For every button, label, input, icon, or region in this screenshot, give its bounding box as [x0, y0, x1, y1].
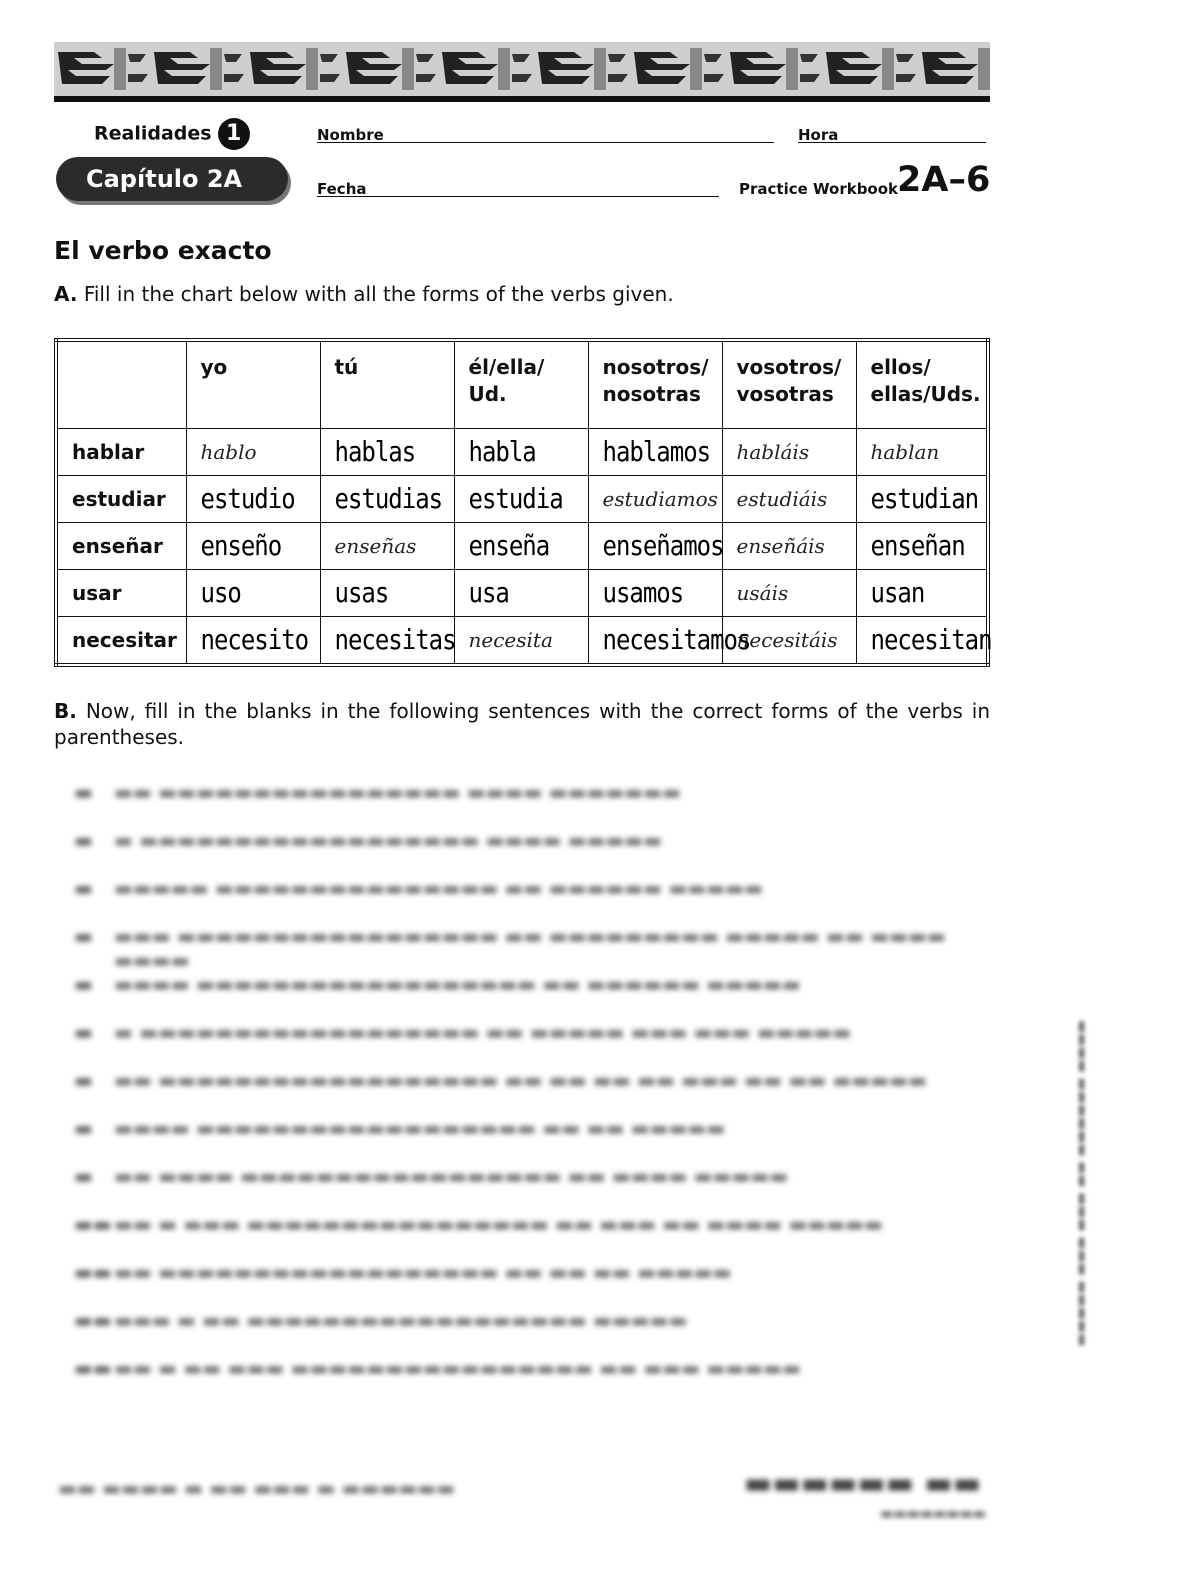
handwritten-answer: hablamos: [602, 435, 711, 469]
answer-cell[interactable]: [588, 429, 722, 476]
answer-cell[interactable]: [454, 429, 588, 476]
printed-form: hablan: [870, 440, 940, 464]
printed-form: habláis: [736, 440, 810, 464]
handwritten-answer: enseñamos: [602, 529, 724, 563]
chart-row: [56, 570, 988, 617]
handwritten-answer: usas: [334, 576, 389, 610]
part-a-instruction: [54, 282, 674, 306]
answer-cell[interactable]: [856, 523, 988, 570]
blurred-copyright: ▬▬▬▬ ▬▬▬▬▬▬ ▬▬ ▬▬▬ ▬▬▬ ▬▬▬▬▬: [1074, 1020, 1090, 1347]
chart-row: [56, 429, 988, 476]
blurred-line: ▬▬ ▬▬ ▬ ▬▬ ▬▬▬ ▬▬▬▬▬▬▬▬▬▬▬▬▬▬▬▬ ▬▬ ▬▬▬ ▬▬▬▬▬: [74, 1356, 801, 1380]
printed-form-cell: [722, 476, 856, 523]
handwritten-answer: uso: [200, 576, 241, 610]
printed-form-cell: [722, 570, 856, 617]
header-cell: vosotros/ vosotras: [722, 340, 856, 429]
date-label: Fecha: [317, 180, 367, 198]
blurred-line: ▬▬ ▬▬▬ ▬ ▬▬ ▬▬▬▬▬▬▬▬▬▬▬▬▬▬▬▬▬▬ ▬▬▬▬▬: [74, 1308, 688, 1332]
answer-cell[interactable]: [320, 429, 454, 476]
handwritten-answer: enseño: [200, 529, 282, 563]
part-b-instruction: [54, 698, 990, 750]
name-line[interactable]: [317, 142, 774, 143]
printed-form: hablo: [200, 440, 257, 464]
handwritten-answer: enseña: [468, 529, 550, 563]
page-title: El verbo exacto: [54, 236, 272, 265]
handwritten-answer: necesitamos: [602, 623, 751, 657]
part-b-text: Now, fill in the blanks in the following sentences with the correct forms of the verbs in parentheses.: [54, 699, 991, 749]
chart-row: [56, 523, 988, 570]
banner-pattern: [54, 42, 990, 96]
verb-label: enseñar: [56, 523, 186, 570]
handwritten-answer: estudian: [870, 482, 979, 516]
verb-label: usar: [56, 570, 186, 617]
answer-cell[interactable]: [856, 570, 988, 617]
conjugation-chart: [54, 338, 990, 667]
answer-cell[interactable]: [856, 476, 988, 523]
printed-form-cell: [588, 476, 722, 523]
handwritten-answer: necesito: [200, 623, 309, 657]
printed-form: usáis: [736, 581, 789, 605]
level-badge: 1: [218, 118, 250, 150]
answer-cell[interactable]: [320, 476, 454, 523]
printed-form-cell: [320, 523, 454, 570]
answer-cell[interactable]: [454, 570, 588, 617]
answer-cell[interactable]: [186, 523, 320, 570]
answer-cell[interactable]: [186, 476, 320, 523]
printed-form: enseñas: [334, 534, 417, 558]
answer-cell[interactable]: [320, 570, 454, 617]
handwritten-answer: necesitas: [334, 623, 456, 657]
printed-form: necesitáis: [736, 628, 838, 652]
answer-cell[interactable]: [856, 617, 992, 666]
handwritten-answer: estudia: [468, 482, 563, 516]
printed-form: estudiáis: [736, 487, 828, 511]
header-cell: él/ella/ Ud.: [454, 340, 588, 429]
header-cell: ellos/ ellas/Uds.: [856, 340, 988, 429]
blurred-line: ▬▬ ▬▬ ▬ ▬▬▬ ▬▬▬▬▬▬▬▬▬▬▬▬▬▬▬▬ ▬▬ ▬▬▬ ▬▬ ▬▬▬▬ ▬▬▬▬▬: [74, 1212, 883, 1236]
answer-cell[interactable]: [454, 476, 588, 523]
answer-cell[interactable]: [588, 617, 751, 666]
blurred-line: ▬ ▬▬ ▬▬▬▬▬▬▬▬▬▬▬▬▬▬▬▬ ▬▬▬▬ ▬▬▬▬▬▬▬: [74, 780, 682, 804]
handwritten-answer: necesitan: [870, 623, 992, 657]
blurred-line: ▬ ▬▬▬ ▬▬▬▬▬▬▬▬▬▬▬▬▬▬▬▬▬ ▬▬ ▬▬▬▬▬▬▬▬▬ ▬▬▬▬▬ ▬▬ ▬▬▬▬ ▬▬▬▬: [74, 924, 946, 972]
answer-cell[interactable]: [588, 570, 722, 617]
printed-form-cell: [186, 429, 320, 476]
chart-row: [56, 476, 988, 523]
verb-label: necesitar: [56, 617, 186, 666]
answer-cell[interactable]: [186, 570, 320, 617]
part-a-letter: A.: [54, 282, 78, 306]
blurred-footer-logo: ▬▬▬▬▬▬ ▬▬ ▬▬▬▬▬▬▬▬: [744, 1466, 986, 1522]
blurred-line: ▬ ▬▬▬▬▬ ▬▬▬▬▬▬▬▬▬▬▬▬▬▬▬ ▬▬ ▬▬▬▬▬▬ ▬▬▬▬▬: [74, 876, 764, 900]
page-code: 2A–6: [897, 160, 991, 200]
workbook-label: Practice Workbook: [739, 180, 899, 198]
blurred-line: ▬ ▬▬ ▬▬▬▬ ▬▬▬▬▬▬▬▬▬▬▬▬▬▬▬▬▬ ▬▬ ▬▬▬▬ ▬▬▬▬▬: [74, 1164, 789, 1188]
chart-row: [56, 617, 988, 666]
printed-form-cell: [722, 523, 856, 570]
header-cell: tú: [320, 340, 454, 429]
blurred-exercise-list: [54, 762, 994, 1386]
blurred-footer-text: ▬▬ ▬▬▬▬ ▬ ▬▬ ▬▬▬ ▬ ▬▬▬▬▬▬: [58, 1476, 456, 1500]
handwritten-answer: estudio: [200, 482, 295, 516]
printed-form: enseñáis: [736, 534, 825, 558]
printed-form-cell: [722, 429, 856, 476]
printed-form: estudiamos: [602, 487, 718, 511]
blurred-line: ▬ ▬ ▬▬▬▬▬▬▬▬▬▬▬▬▬▬▬▬▬▬ ▬▬▬▬ ▬▬▬▬▬: [74, 828, 663, 852]
handwritten-answer: habla: [468, 435, 536, 469]
blurred-line: ▬ ▬▬▬▬ ▬▬▬▬▬▬▬▬▬▬▬▬▬▬▬▬▬▬ ▬▬ ▬▬▬▬▬▬ ▬▬▬▬▬: [74, 972, 801, 996]
hour-line[interactable]: [798, 142, 986, 143]
chapter-pill: Capítulo 2A: [56, 157, 288, 201]
series-name: Realidades: [94, 122, 212, 145]
part-a-text: Fill in the chart below with all the forms of the verbs given.: [83, 282, 674, 306]
chart-header-row: [56, 340, 988, 429]
header-cell: [56, 340, 186, 429]
hour-label: Hora: [798, 126, 839, 144]
header-cell: yo: [186, 340, 320, 429]
answer-cell[interactable]: [588, 523, 722, 570]
blurred-line: ▬ ▬ ▬▬▬▬▬▬▬▬▬▬▬▬▬▬▬▬▬▬ ▬▬ ▬▬▬▬▬ ▬▬▬ ▬▬▬ ▬▬▬▬▬: [74, 1020, 852, 1044]
part-b-letter: B.: [54, 699, 77, 723]
printed-form-cell: [454, 617, 588, 666]
handwritten-answer: estudias: [334, 482, 443, 516]
verb-label: estudiar: [56, 476, 186, 523]
answer-cell[interactable]: [320, 617, 454, 666]
printed-form: necesita: [468, 628, 553, 652]
blurred-line: ▬ ▬▬▬▬ ▬▬▬▬▬▬▬▬▬▬▬▬▬▬▬▬▬▬ ▬▬ ▬▬ ▬▬▬▬▬: [74, 1116, 726, 1140]
handwritten-answer: hablas: [334, 435, 416, 469]
blurred-line: ▬ ▬▬ ▬▬▬▬▬▬▬▬▬▬▬▬▬▬▬▬▬▬ ▬▬ ▬▬ ▬▬ ▬▬ ▬▬▬ ▬▬ ▬▬ ▬▬▬▬▬: [74, 1068, 928, 1092]
name-label: Nombre: [317, 126, 384, 144]
answer-cell[interactable]: [186, 617, 320, 666]
handwritten-answer: enseñan: [870, 529, 965, 563]
handwritten-answer: usa: [468, 576, 509, 610]
decorative-banner: [54, 42, 990, 102]
answer-cell[interactable]: [454, 523, 588, 570]
printed-form-cell: [856, 429, 988, 476]
verb-label: hablar: [56, 429, 186, 476]
handwritten-answer: usan: [870, 576, 925, 610]
series-label: [94, 118, 250, 150]
date-line[interactable]: [317, 196, 719, 197]
header-cell: nosotros/ nosotras: [588, 340, 722, 429]
handwritten-answer: usamos: [602, 576, 684, 610]
blurred-line: ▬▬ ▬▬ ▬▬▬▬▬▬▬▬▬▬▬▬▬▬▬▬▬▬ ▬▬ ▬▬ ▬▬ ▬▬▬▬▬: [74, 1260, 732, 1284]
